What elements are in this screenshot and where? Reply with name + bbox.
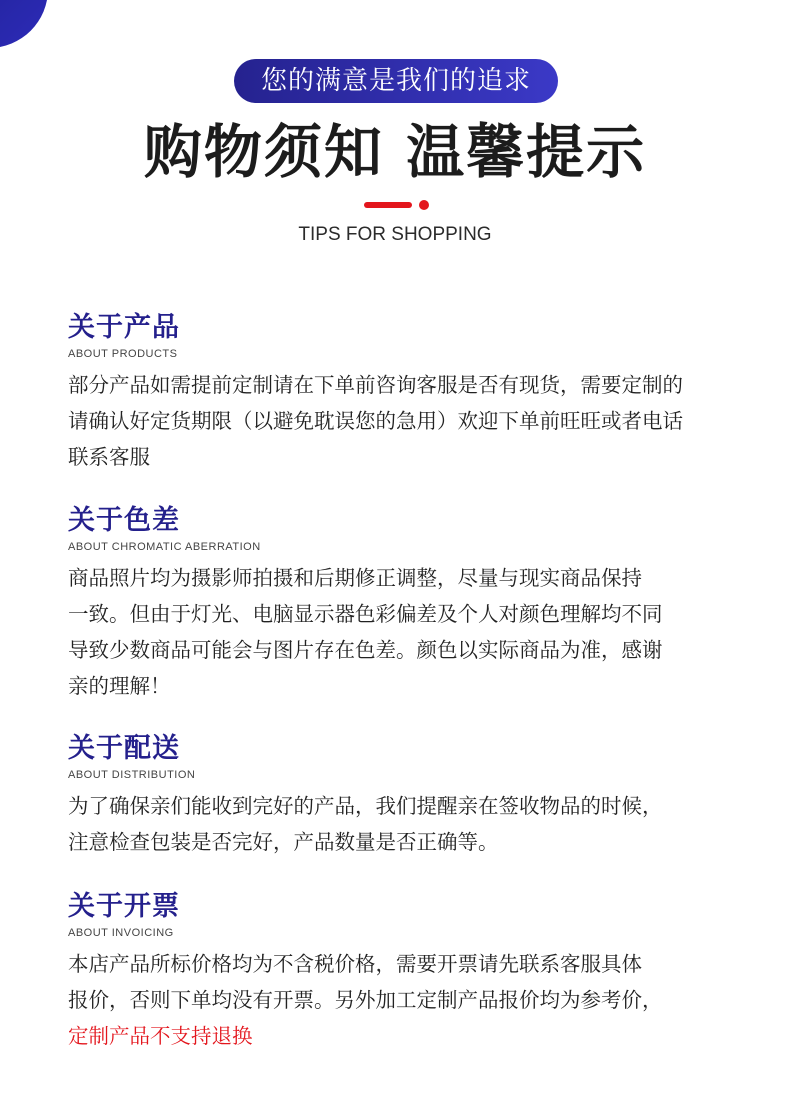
section-title: 关于配送 [68, 733, 180, 764]
body-line: 联系客服 [68, 445, 150, 469]
section-body [68, 367, 768, 475]
section-title: 关于产品 [68, 312, 180, 343]
body-line: 一致。但由于灯光、电脑显示器色彩偏差及个人对颜色理解均不同 [68, 602, 663, 626]
section-subtitle: ABOUT CHROMATIC ABERRATION [68, 541, 261, 553]
section-subtitle: ABOUT DISTRIBUTION [68, 769, 196, 781]
body-line: 请确认好定货期限（以避免耽误您的急用）欢迎下单前旺旺或者电话 [68, 409, 683, 433]
page-subtitle: TIPS FOR SHOPPING [298, 224, 492, 245]
body-line: 注意检查包装是否完好，产品数量是否正确等。 [68, 830, 499, 854]
page-title: 购物须知 温馨提示 [143, 118, 647, 186]
section-distribution [68, 732, 768, 860]
section-body [68, 560, 768, 704]
body-line: 部分产品如需提前定制请在下单前咨询客服是否有现货，需要定制的 [68, 373, 683, 397]
section-title: 关于开票 [68, 891, 180, 922]
section-chromatic-aberration [68, 504, 768, 704]
title-divider-dot [419, 200, 429, 210]
body-line: 本店产品所标价格均为不含税价格，需要开票请先联系客服具体 [68, 952, 642, 976]
body-line: 报价，否则下单均没有开票。另外加工定制产品报价均为参考价， [68, 988, 663, 1012]
section-body [68, 788, 768, 860]
section-subtitle: ABOUT PRODUCTS [68, 348, 178, 360]
body-line: 亲的理解！ [68, 674, 171, 698]
section-subtitle: ABOUT INVOICING [68, 927, 174, 939]
title-divider-bar [364, 202, 412, 208]
no-return-notice: 定制产品不支持退换 [68, 1024, 253, 1048]
corner-decoration [0, 0, 48, 48]
tagline-banner: 您的满意是我们的追求 [234, 59, 558, 103]
section-products [68, 311, 768, 475]
body-line: 为了确保亲们能收到完好的产品，我们提醒亲在签收物品的时候， [68, 794, 663, 818]
section-title: 关于色差 [68, 505, 180, 536]
body-line: 导致少数商品可能会与图片存在色差。颜色以实际商品为准，感谢 [68, 638, 663, 662]
section-body [68, 946, 768, 1054]
section-invoicing [68, 890, 768, 1054]
body-line: 商品照片均为摄影师拍摄和后期修正调整，尽量与现实商品保持 [68, 566, 642, 590]
